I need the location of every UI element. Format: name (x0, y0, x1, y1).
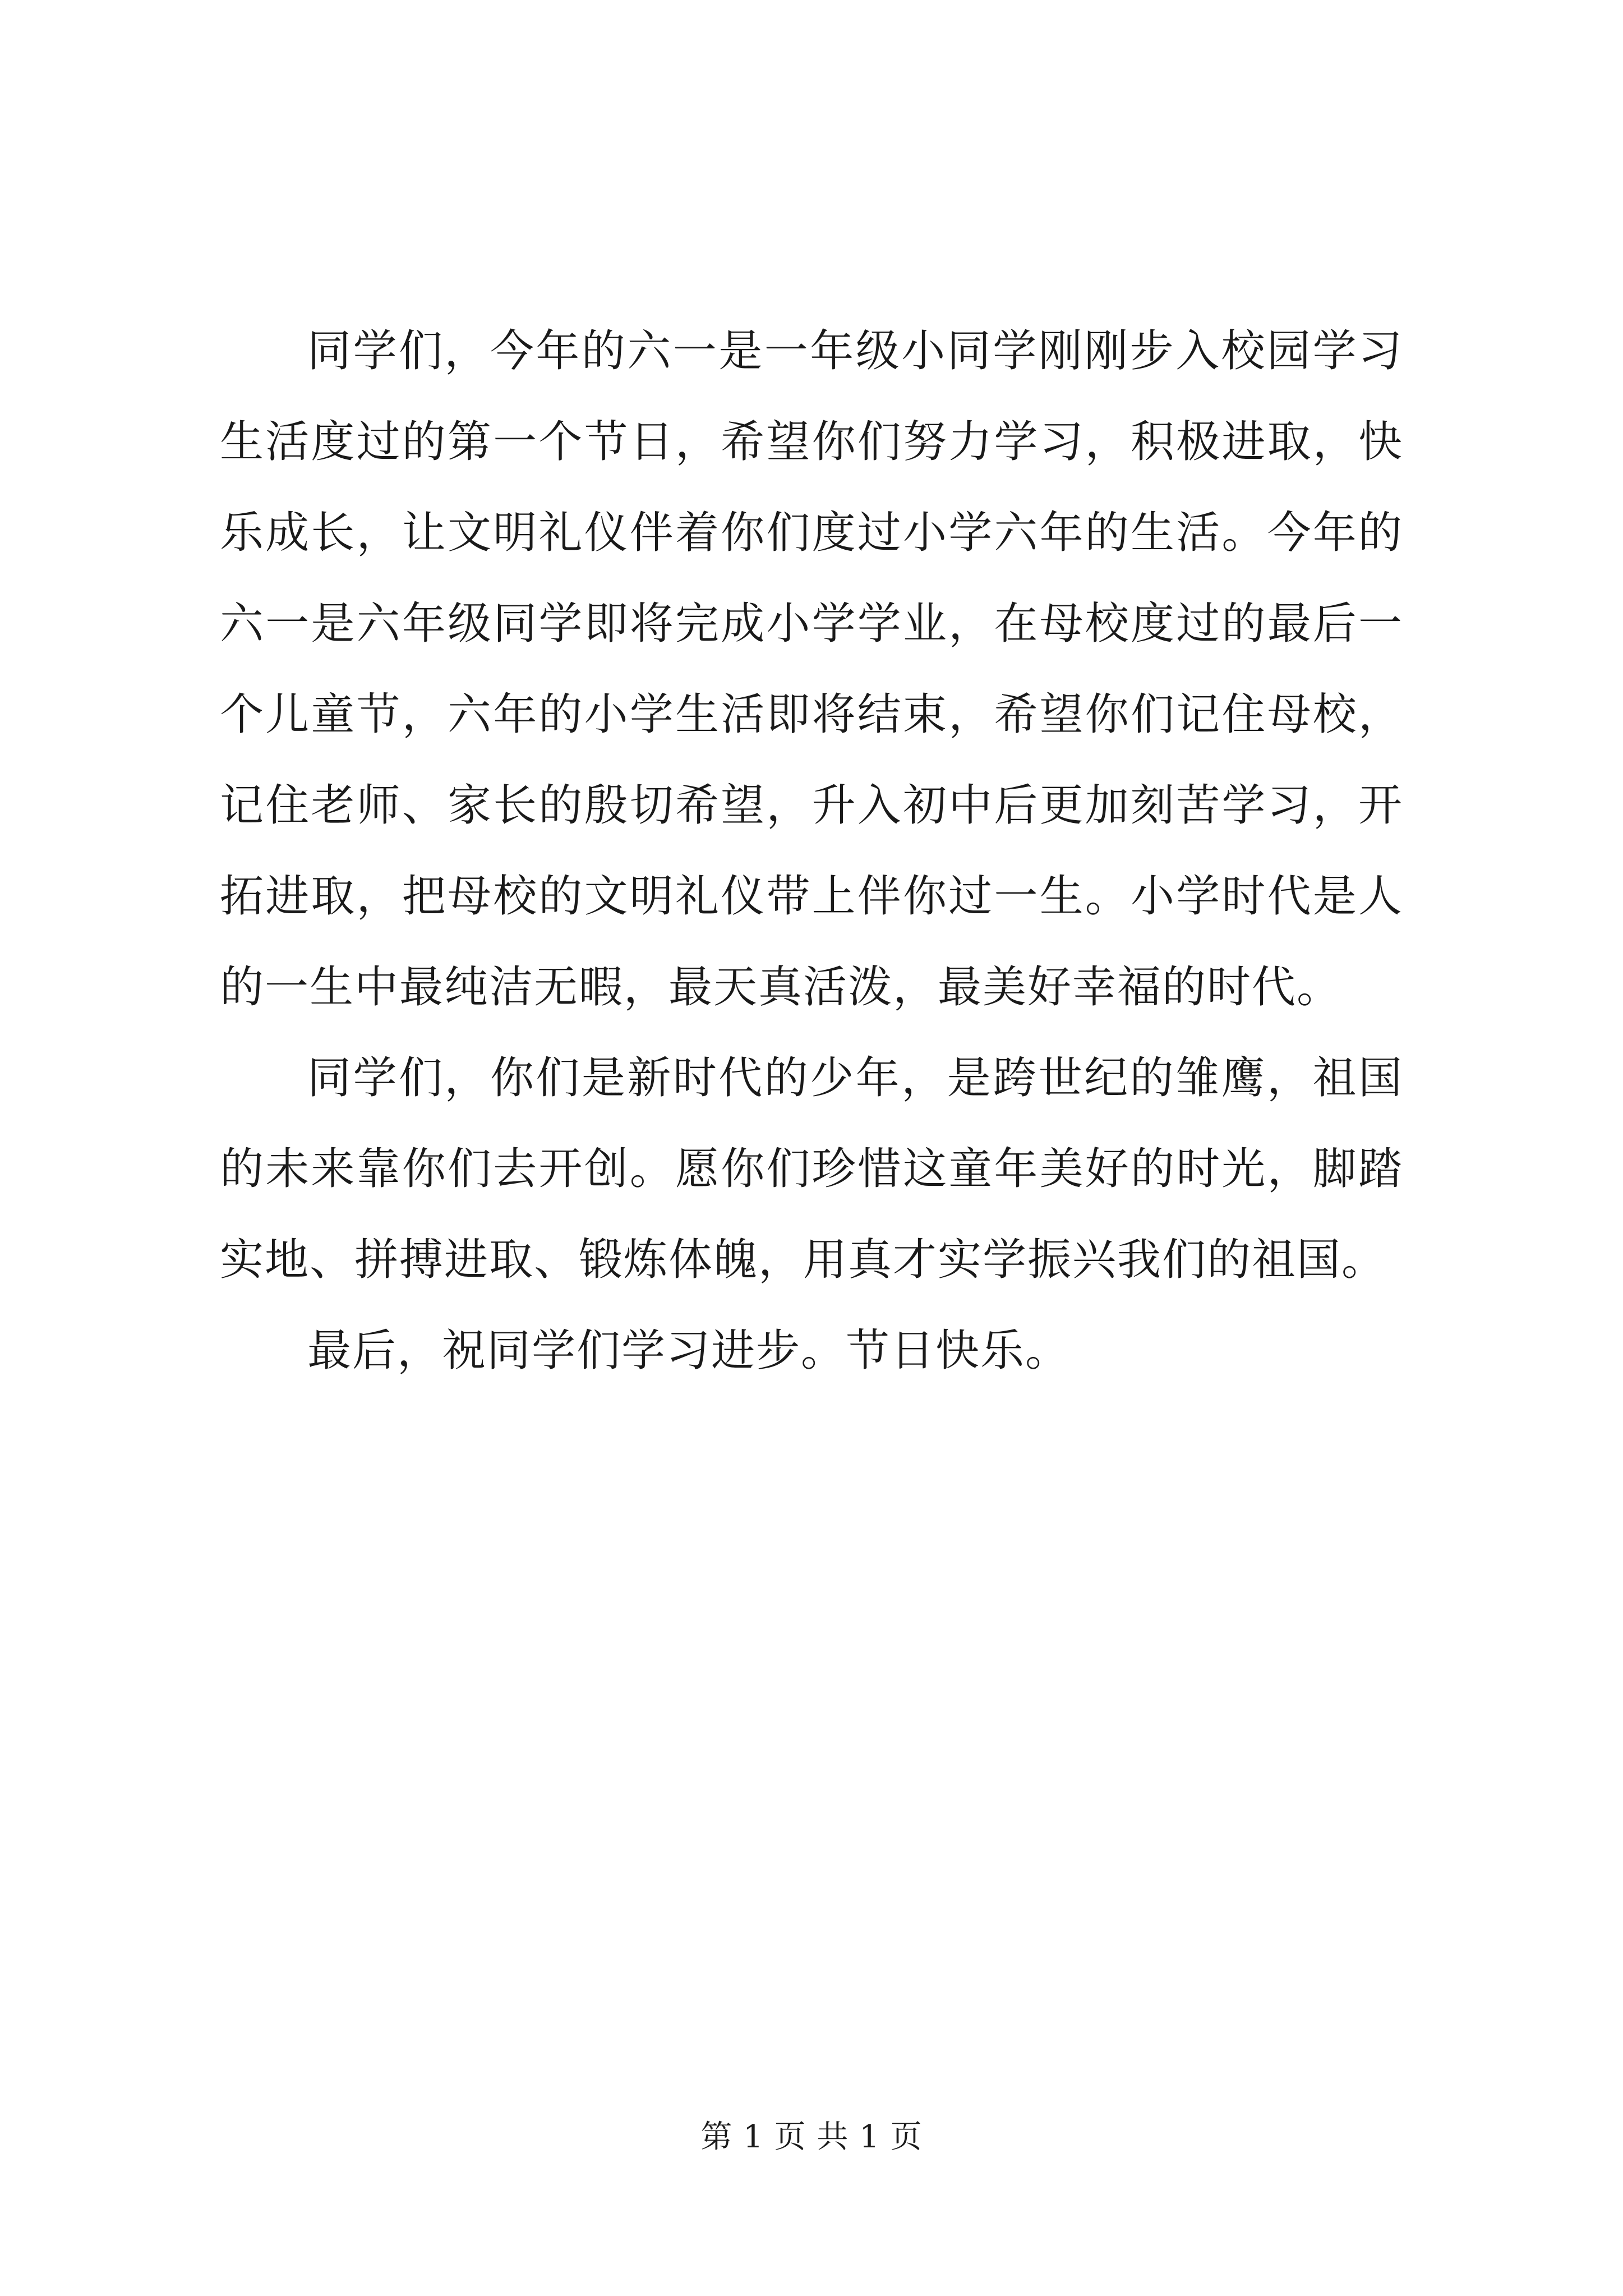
paragraph: 最后，祝同学们学习进步。节日快乐。 (307, 1326, 1071, 1376)
paragraph: 同学们，你们是新时代的少年，是跨世纪的雏鹰，祖国的未来靠你们去开创。愿你们珍惜这童年美好的时光，脚踏实地、拼搏进取、锻炼体魄，用真才实学振兴我们的祖国。 (220, 1053, 1403, 1285)
paragraph: 同学们，今年的六一是一年级小同学刚刚步入校园学习生活度过的第一个节日，希望你们努力学习，积极进取，快乐成长，让文明礼仪伴着你们度过小学六年的生活。今年的六一是六年级同学即将完成小学学业，在母校度过的最后一个儿童节，六年的小学生活即将结束，希望你们记住母校，记住老师、家长的殷切希望，升入初中后更加刻苦学习，开拓进取，把母校的文明礼仪带上伴你过一生。小学时代是人的一生中最纯洁无暇，最天真活泼，最美好幸福的时代。 (220, 326, 1403, 1013)
page-number-footer: 第 1 页 共 1 页 (700, 2119, 923, 2155)
document-body (220, 306, 1403, 1396)
